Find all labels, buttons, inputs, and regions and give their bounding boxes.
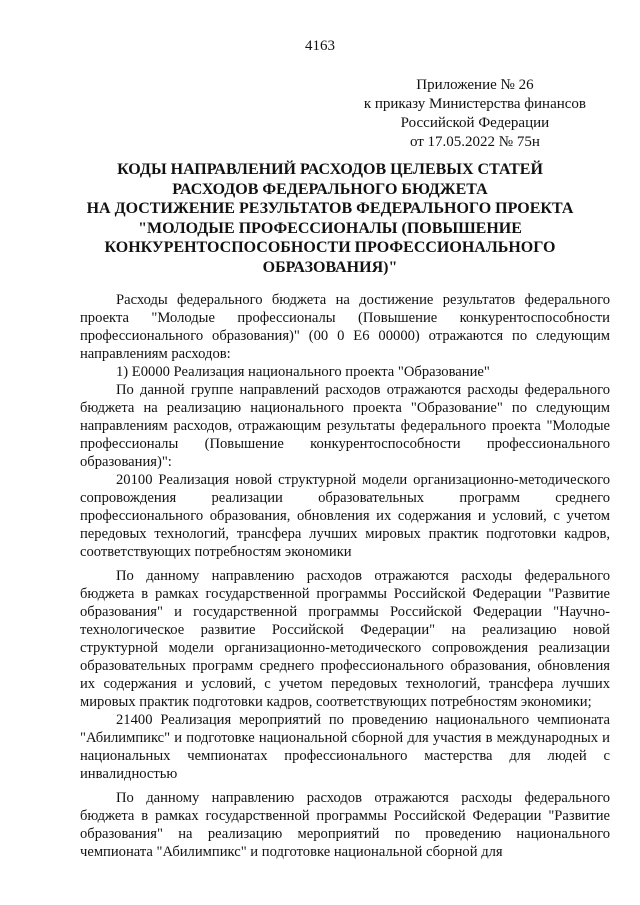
title-line: КОНКУРЕНТОСПОСОБНОСТИ ПРОФЕССИОНАЛЬНОГО xyxy=(104,239,556,256)
code-paragraph-21400: По данному направлению расходов отражаются расходы федерального бюджета в рамках государственной программы Российской Федерации "Развитие образования" на реализацию мероприятий по проведению национального чемпионата "Абилимпикс" и подготовке национальной сборной для xyxy=(80,790,610,860)
code-heading-20100: 20100 Реализация новой структурной модели организационно-методического сопровождения реализации образовательных программ среднего профессионального образования, обновления их содержания и условий, с учетом передовых технологий, трансфера лучших мировых практик подготовки кадров, соответствующих потребностям экономики xyxy=(80,472,610,560)
title-line: РАСХОДОВ ФЕДЕРАЛЬНОГО БЮДЖЕТА xyxy=(172,180,488,198)
intro-paragraph: Расходы федерального бюджета на достижение результатов федерального проекта "Молодые профессионалы (Повышение конкурентоспособности профессионального образования)" (00 0 Е6 00000) отражаются по следующим направлениям расходов: xyxy=(80,292,610,362)
document-body xyxy=(80,285,610,861)
section-paragraph: По данной группе направлений расходов отражаются расходы федерального бюджета на реализацию национального проекта "Образование" по следующим направлениям расходов, отражающим результаты федерального проекта "Молодые профессионалы (Повышение конкурентоспособности профессионального образования)": xyxy=(80,382,610,470)
appendix-order-date: от 17.05.2022 № 75н xyxy=(409,134,540,150)
appendix-country: Российской Федерации xyxy=(400,115,550,131)
code-heading-21400: 21400 Реализация мероприятий по проведению национального чемпионата "Абилимпикс" и подготовке национальной сборной для участия в международных и национальных чемпионатах профессионального мастерства для людей с инвалидностью xyxy=(80,712,610,782)
title-line: КОДЫ НАПРАВЛЕНИЙ РАСХОДОВ ЦЕЛЕВЫХ СТАТЕЙ xyxy=(117,161,543,178)
title-line: НА ДОСТИЖЕНИЕ РЕЗУЛЬТАТОВ ФЕДЕРАЛЬНОГО ПРОЕКТА xyxy=(86,200,574,217)
code-paragraph-20100: По данному направлению расходов отражаются расходы федерального бюджета в рамках государственной программы Российской Федерации "Развитие образования" и государственной программы Российской Федерации "Научно-технологическое развитие Российской Федерации" на реализацию новой структурной модели организационно-методического сопровождения реализации образовательных программ среднего профессионального образования, обновления их содержания и условий, с учетом передовых технологий, трансфера лучших мировых практик подготовки кадров, соответствующих потребностям экономики; xyxy=(80,568,610,710)
page-number: 4163 xyxy=(305,38,335,54)
section-heading: 1) Е0000 Реализация национального проекта "Образование" xyxy=(116,364,490,380)
document-title xyxy=(60,160,600,277)
appendix-order-ref: к приказу Министерства финансов xyxy=(363,96,586,112)
title-line: ОБРАЗОВАНИЯ)" xyxy=(262,258,398,276)
appendix-block xyxy=(364,76,586,152)
title-line: "МОЛОДЫЕ ПРОФЕССИОНАЛЫ (ПОВЫШЕНИЕ xyxy=(138,219,522,237)
appendix-number: Приложение № 26 xyxy=(416,77,534,93)
